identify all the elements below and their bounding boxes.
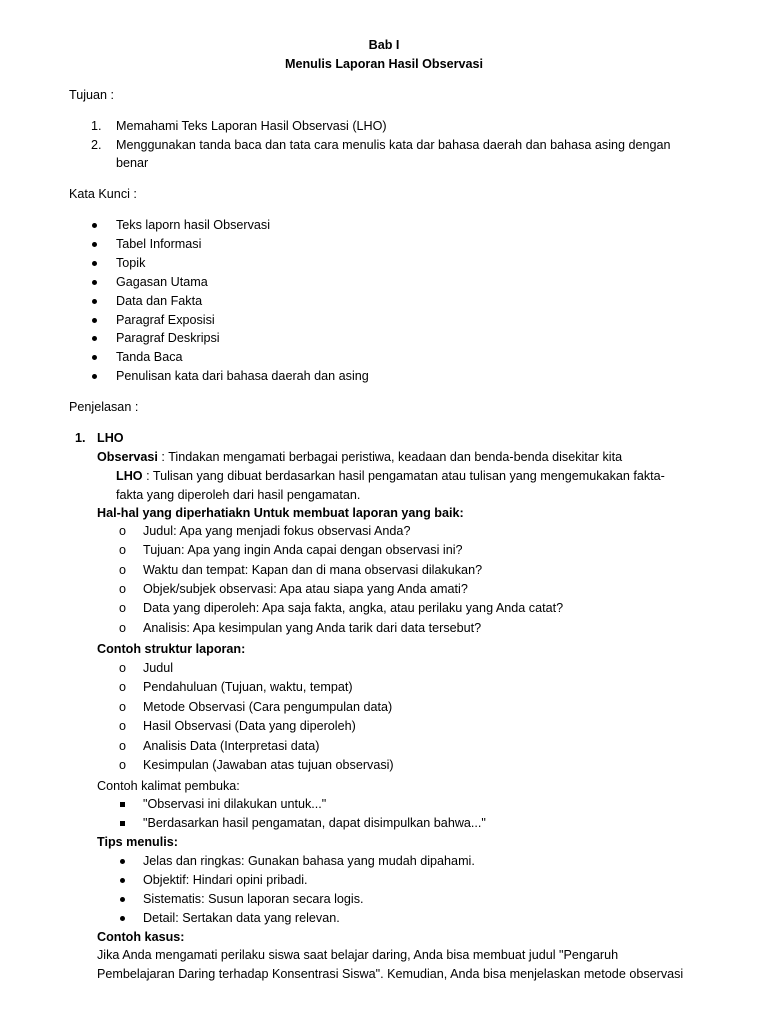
circle-bullet-icon: o xyxy=(119,661,127,675)
kata-kunci-item: Data dan Fakta xyxy=(116,293,203,308)
tujuan-item-2-line1: Menggunakan tanda baca dan tata cara menulis kata dar bahasa daerah dan bahasa asing dengan xyxy=(116,138,671,152)
bullet-icon xyxy=(92,261,97,266)
tips-item: Objektif: Hindari opini pribadi. xyxy=(143,873,308,887)
circle-bullet-icon: o xyxy=(119,601,127,616)
tips-item: Sistematis: Susun laporan secara logis. xyxy=(143,892,364,906)
struktur-item: Analisis Data (Interpretasi data) xyxy=(143,738,320,753)
kata-kunci-item: Gagasan Utama xyxy=(116,274,208,289)
tips-item: Detail: Sertakan data yang relevan. xyxy=(143,911,340,925)
circle-bullet-icon: o xyxy=(119,562,127,577)
hal-item: Data yang diperoleh: Apa saja fakta, angka, atau perilaku yang Anda catat? xyxy=(143,601,564,616)
hal-item: Waktu dan tempat: Kapan dan di mana observasi dilakukan? xyxy=(143,562,483,577)
circle-bullet-icon: o xyxy=(119,543,127,558)
section-number: 1. xyxy=(75,431,86,445)
lho-term: LHO xyxy=(116,469,143,483)
circle-bullet-icon: o xyxy=(119,680,127,695)
struktur-item: Hasil Observasi (Data yang diperoleh) xyxy=(143,719,356,734)
bullet-icon xyxy=(92,355,97,360)
lho-def-text: : Tulisan yang dibuat berdasarkan hasil pengamatan atau tulisan yang mengemukakan fakta- xyxy=(142,469,665,483)
struktur-title: Contoh struktur laporan: xyxy=(97,642,246,656)
bullet-icon xyxy=(120,859,125,864)
tips-item: Jelas dan ringkas: Gunakan bahasa yang mudah dipahami. xyxy=(143,854,475,868)
bullet-icon xyxy=(92,280,97,285)
observasi-def-text: : Tindakan mengamati berbagai peristiwa, keadaan dan benda-benda disekitar kita xyxy=(157,450,623,464)
kata-kunci-item: Teks laporn hasil Observasi xyxy=(116,218,270,232)
struktur-item: Metode Observasi (Cara pengumpulan data) xyxy=(143,699,393,714)
circle-bullet-icon: o xyxy=(119,758,127,772)
chapter-heading: Bab I xyxy=(368,38,400,52)
pembuka-item: "Observasi ini dilakukan untuk..." xyxy=(143,797,327,811)
tujuan-item-2-line2: benar xyxy=(116,156,149,170)
circle-bullet-icon: o xyxy=(119,620,127,635)
hal-item: Objek/subjek observasi: Apa atau siapa yang Anda amati? xyxy=(143,581,468,596)
kata-kunci-item: Topik xyxy=(116,255,146,270)
circle-bullet-icon: o xyxy=(119,581,127,596)
pembuka-item: "Berdasarkan hasil pengamatan, dapat disimpulkan bahwa..." xyxy=(143,816,486,830)
kata-kunci-item: Penulisan kata dari bahasa daerah dan asing xyxy=(116,369,369,384)
hal-item: Judul: Apa yang menjadi fokus observasi Anda? xyxy=(143,524,411,538)
document-title: Menulis Laporan Hasil Observasi xyxy=(284,57,484,71)
kata-kunci-label: Kata Kunci : xyxy=(69,187,137,201)
kata-kunci-item: Tabel Informasi xyxy=(116,236,202,251)
pembuka-title: Contoh kalimat pembuka: xyxy=(97,779,240,793)
square-bullet-icon xyxy=(120,802,125,807)
hal-item: Tujuan: Apa yang ingin Anda capai dengan observasi ini? xyxy=(143,543,463,558)
bullet-icon xyxy=(92,299,97,304)
kata-kunci-item: Paragraf Exposisi xyxy=(116,312,215,327)
bullet-icon xyxy=(120,916,125,921)
penjelasan-label: Penjelasan : xyxy=(69,400,139,414)
bullet-icon xyxy=(92,374,97,379)
struktur-item: Kesimpulan (Jawaban atas tujuan observasi) xyxy=(143,758,394,772)
circle-bullet-icon: o xyxy=(119,738,127,753)
section-title: LHO xyxy=(97,431,124,445)
lho-definition xyxy=(116,469,665,483)
tujuan-num-1: 1. xyxy=(91,119,102,133)
bullet-icon xyxy=(92,336,97,341)
bullet-icon xyxy=(120,878,125,883)
bullet-icon xyxy=(120,897,125,902)
struktur-item: Judul xyxy=(143,661,174,675)
square-bullet-icon xyxy=(120,821,125,826)
tujuan-item-1: Memahami Teks Laporan Hasil Observasi (LHO) xyxy=(116,119,387,133)
bullet-icon xyxy=(92,242,97,247)
circle-bullet-icon: o xyxy=(119,524,127,538)
kata-kunci-item: Paragraf Deskripsi xyxy=(116,331,220,346)
kasus-title: Contoh kasus: xyxy=(97,930,185,944)
bullet-icon xyxy=(92,223,97,228)
tips-title: Tips menulis: xyxy=(97,835,178,849)
lho-definition-line2: fakta yang diperoleh dari hasil pengamatan. xyxy=(116,488,361,502)
kata-kunci-item: Tanda Baca xyxy=(116,350,183,365)
observasi-definition xyxy=(97,450,622,464)
kasus-text-line1: Jika Anda mengamati perilaku siswa saat belajar daring, Anda bisa membuat judul "Pengaruh xyxy=(97,948,619,962)
struktur-item: Pendahuluan (Tujuan, waktu, tempat) xyxy=(143,680,353,695)
circle-bullet-icon: o xyxy=(119,719,127,734)
tujuan-num-2: 2. xyxy=(91,138,102,152)
observasi-term: Observasi xyxy=(97,450,158,464)
bullet-icon xyxy=(92,318,97,323)
hal-title: Hal-hal yang diperhatiakn Untuk membuat laporan yang baik: xyxy=(97,506,464,520)
tujuan-label: Tujuan : xyxy=(69,88,115,102)
hal-item: Analisis: Apa kesimpulan yang Anda tarik dari data tersebut? xyxy=(143,620,482,635)
circle-bullet-icon: o xyxy=(119,699,127,714)
kasus-text-line2: Pembelajaran Daring terhadap Konsentrasi Siswa". Kemudian, Anda bisa menjelaskan metode observasi xyxy=(97,967,684,981)
